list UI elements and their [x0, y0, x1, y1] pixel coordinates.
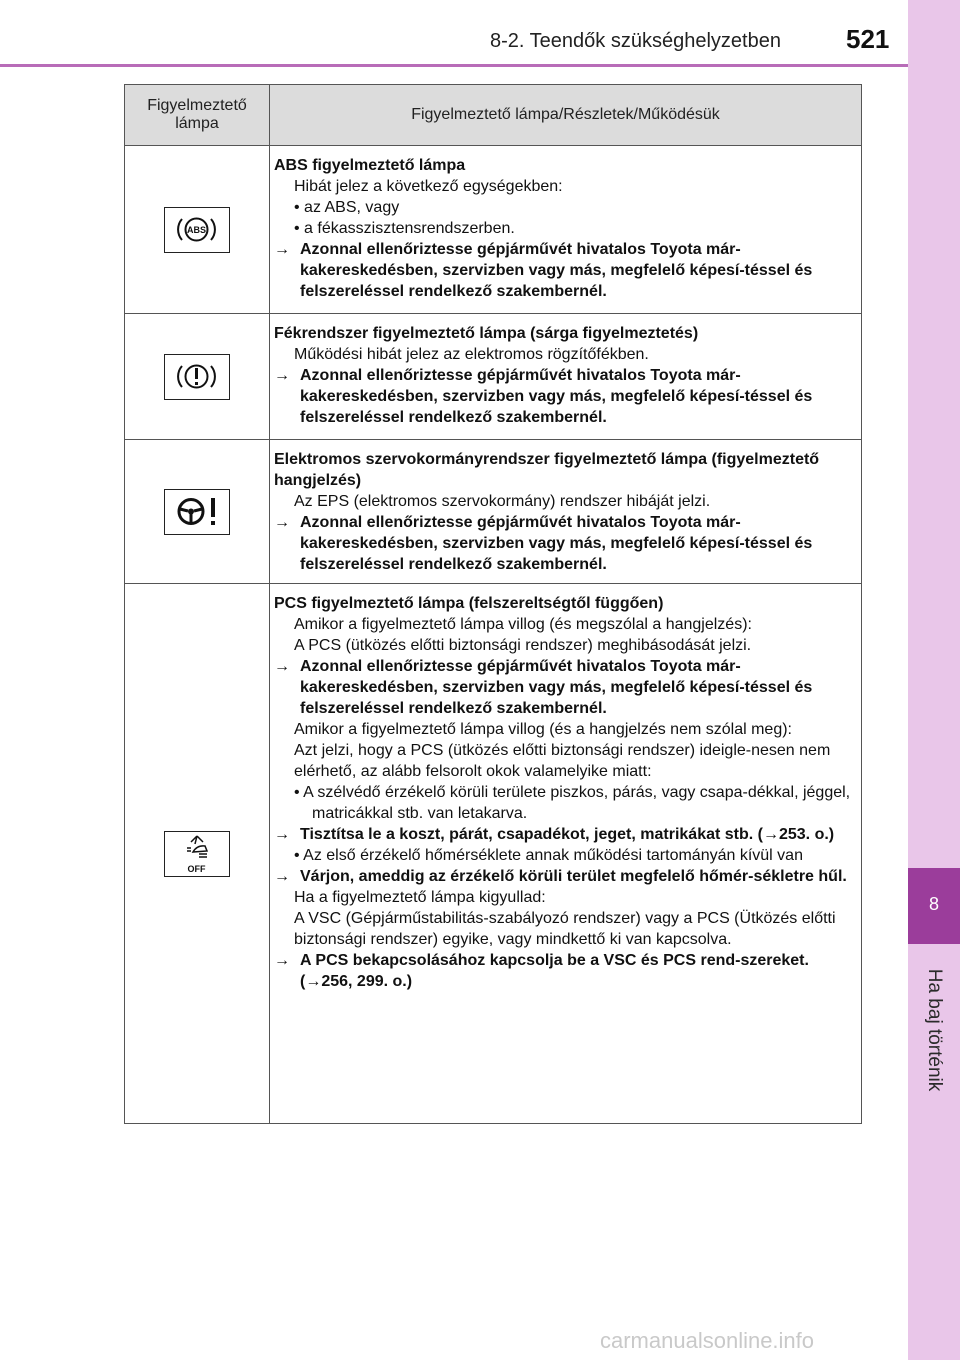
brake-warning-icon	[164, 354, 230, 400]
bullet-item: • A szélvédő érzékelő körüli területe piszkos, párás, vagy csapa-dékkal, jéggel, matricákkal stb. van letakarva.	[294, 784, 851, 822]
action-text: Tisztítsa le a koszt, párát, csapadékot, jeget, matrikákat stb. (→253. o.)	[300, 826, 835, 843]
description-text: Ha a figyelmeztető lámpa kigyullad:	[294, 889, 546, 906]
arrow-icon: →	[274, 514, 290, 531]
action-text: Várjon, ameddig az érzékelő körüli terület megfelelő hőmér-sékletre hűl.	[300, 868, 847, 885]
table-row	[125, 146, 862, 314]
column-header-lamp: Figyelmeztető lámpa	[125, 85, 270, 146]
icon-cell	[125, 440, 270, 584]
icon-cell	[125, 584, 270, 1124]
description-text: Az EPS (elektromos szervokormány) rendszer hibáját jelzi.	[294, 493, 711, 510]
action-instruction	[274, 656, 853, 719]
chapter-number: 8	[928, 894, 939, 914]
arrow-icon: →	[274, 868, 290, 885]
description-text: Azt jelzi, hogy a PCS (ütközés előtti biztonsági rendszer) ideigle-nesen nem elérhető, az alább felsorolt okok valamelyike miatt:	[294, 742, 831, 780]
description-text: A PCS (ütközés előtti biztonsági rendszer) meghibásodását jelzi.	[294, 637, 752, 654]
table-row	[125, 584, 862, 1124]
action-instruction	[274, 365, 853, 428]
footer-watermark: carmanualsonline.info	[600, 1328, 815, 1353]
section-title: 8-2. Teendők szükséghelyzetben	[490, 30, 781, 52]
arrow-icon: →	[274, 952, 290, 969]
action-instruction	[274, 239, 853, 302]
chapter-side-tab	[908, 0, 960, 1360]
column-header-details: Figyelmeztető lámpa/Részletek/Működésük	[270, 85, 862, 146]
table-row	[125, 314, 862, 440]
pcs-off-icon	[164, 831, 230, 877]
action-instruction	[274, 512, 853, 575]
steering-warning-icon	[164, 489, 230, 535]
header-rule	[0, 64, 908, 67]
description-cell	[270, 314, 862, 440]
lamp-title: Elektromos szervokormányrendszer figyelmeztető lámpa (figyelmeztető hangjelzés)	[274, 451, 820, 489]
description-text: A VSC (Gépjárműstabilitás-szabályozó rendszer) vagy a PCS (Ütközés előtti biztonsági rendszer) egyike, vagy mindkettő ki van kapcsolva.	[294, 910, 836, 948]
action-text: Azonnal ellenőriztesse gépjárművét hivatalos Toyota már-kakereskedésben, szervizben vagy más, megfelelő képesí-téssel és felszereléssel rendelkező szakembernél.	[300, 241, 813, 300]
page-header	[0, 0, 908, 66]
abs-warning-icon	[164, 207, 230, 253]
action-text: Azonnal ellenőriztesse gépjárművét hivatalos Toyota már-kakereskedésben, szervizben vagy más, megfelelő képesí-téssel és felszereléssel rendelkező szakembernél.	[300, 367, 813, 426]
icon-cell	[125, 314, 270, 440]
warning-lamp-table	[124, 84, 862, 1124]
arrow-icon: →	[274, 367, 290, 384]
lamp-title: ABS figyelmeztető lámpa	[274, 157, 466, 174]
pcs-off-label: OFF	[187, 863, 206, 874]
arrow-icon: →	[274, 658, 290, 675]
action-instruction	[274, 866, 853, 887]
chapter-number-box	[908, 868, 960, 944]
action-text: Azonnal ellenőriztesse gépjárművét hivatalos Toyota már-kakereskedésben, szervizben vagy más, megfelelő képesí-téssel és felszereléssel rendelkező szakembernél.	[300, 658, 813, 717]
chapter-title: Ha baj történik	[924, 968, 945, 1092]
action-instruction	[274, 824, 853, 845]
bullet-item: • az ABS, vagy	[294, 199, 400, 216]
icon-cell	[125, 146, 270, 314]
page-number: 521	[846, 24, 890, 54]
table-header-row	[125, 85, 862, 146]
svg-text:ABS: ABS	[186, 224, 207, 235]
action-text: A PCS bekapcsolásához kapcsolja be a VSC és PCS rend-szereket. (→256, 299. o.)	[300, 952, 809, 990]
description-text: Amikor a figyelmeztető lámpa villog (és a hangjelzés nem szólal meg):	[294, 721, 792, 738]
action-instruction	[274, 950, 853, 992]
bullet-item: • a fékasszisztensrendszerben.	[294, 220, 515, 237]
description-text: Működési hibát jelez az elektromos rögzítőfékben.	[294, 346, 649, 363]
description-cell	[270, 584, 862, 1124]
description-text: Amikor a figyelmeztető lámpa villog (és megszólal a hangjelzés):	[294, 616, 752, 633]
description-cell	[270, 440, 862, 584]
bullet-item: • Az első érzékelő hőmérséklete annak működési tartományán kívül van	[294, 847, 803, 864]
arrow-icon: →	[274, 826, 290, 843]
lamp-title: PCS figyelmeztető lámpa (felszereltségtől függően)	[274, 595, 664, 612]
action-text: Azonnal ellenőriztesse gépjárművét hivatalos Toyota már-kakereskedésben, szervizben vagy más, megfelelő képesí-téssel és felszereléssel rendelkező szakembernél.	[300, 514, 813, 573]
table-row	[125, 440, 862, 584]
description-cell	[270, 146, 862, 314]
lamp-title: Fékrendszer figyelmeztető lámpa (sárga figyelmeztetés)	[274, 325, 699, 342]
arrow-icon: →	[274, 241, 290, 258]
description-text: Hibát jelez a következő egységekben:	[294, 178, 563, 195]
